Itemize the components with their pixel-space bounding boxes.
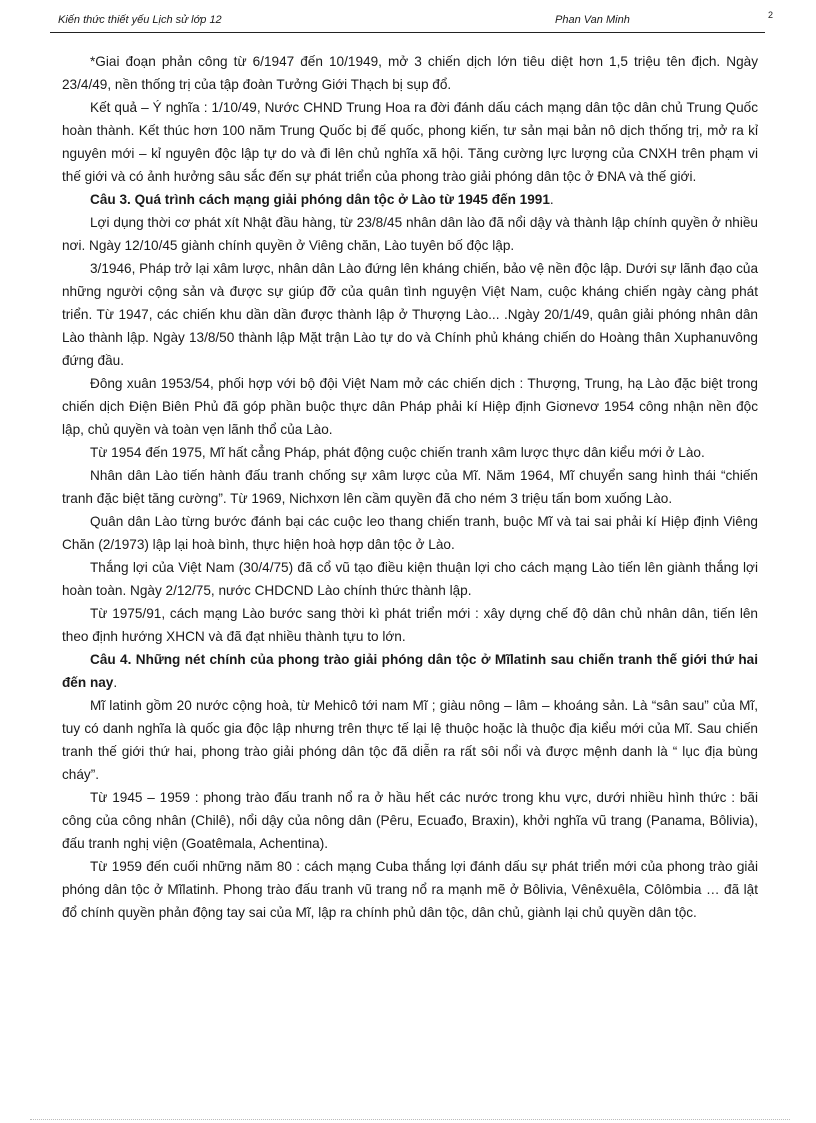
footer-divider: [30, 1119, 790, 1120]
paragraph: Đông xuân 1953/54, phối hợp với bộ đội Việt Nam mở các chiến dịch : Thượng, Trung, hạ Lào đặc biệt trong chiến dịch Điện Biên Phủ đã góp phần buộc thực dân Pháp phải kí Hiệp định Giơnevơ 1954 công nhận nền độc lập, chủ quyền và toàn vẹn lãnh thổ của Lào.: [62, 376, 758, 437]
section-heading: [62, 648, 758, 694]
page-header: [50, 10, 773, 33]
paragraph: Nhân dân Lào tiến hành đấu tranh chống sự xâm lược của Mĩ. Năm 1964, Mĩ chuyển sang hình thái “chiến tranh đặc biệt tăng cường”. Từ 1969, Nichxơn lên cầm quyền đã cho ném 3 triệu tấn bom xuống Lào.: [62, 468, 758, 506]
heading-text: Câu 4. Những nét chính của phong trào giải phóng dân tộc ở Mĩlatinh sau chiến tranh thế giới thứ hai đến nay: [62, 652, 758, 690]
header-author: Phan Van Minh: [555, 14, 630, 26]
paragraph: Kết quả – Ý nghĩa : 1/10/49, Nước CHND Trung Hoa ra đời đánh dấu cách mạng dân tộc dân chủ Trung Quốc hoàn thành. Kết thúc hơn 100 năm Trung Quốc bị đế quốc, phong kiến, tư sản mại bản nô dịch thống trị, mở ra kỉ nguyên mới – kỉ nguyên độc lập tự do và đi lên chủ nghĩa xã hội. Tăng cường lực lượng của CNXH trên phạm vi thế giới và có ảnh hưởng sâu sắc đến sự phát triển của phong trào giải phóng dân tộc ở ĐNA và thế giới.: [62, 100, 758, 184]
paragraph: Quân dân Lào từng bước đánh bại các cuộc leo thang chiến tranh, buộc Mĩ và tai sai phải kí Hiệp định Viêng Chăn (2/1973) lập lại hoà bình, thực hiện hoà hợp dân tộc ở Lào.: [62, 514, 758, 552]
heading-text: Câu 3. Quá trình cách mạng giải phóng dân tộc ở Lào từ 1945 đến 1991: [90, 192, 550, 207]
heading-tail: .: [549, 192, 554, 207]
paragraph: Từ 1945 – 1959 : phong trào đấu tranh nổ ra ở hầu hết các nước trong khu vực, dưới nhiều hình thức : bãi công của công nhân (Chilê), nổi dậy của nông dân (Pêru, Ecuađo, Braxin), khởi nghĩa vũ trang (Panama, Bôlivia), đấu tranh nghị viện (Goatêmala, Achentina).: [62, 790, 758, 851]
paragraph: Thắng lợi của Việt Nam (30/4/75) đã cổ vũ tạo điều kiện thuận lợi cho cách mạng Lào tiến lên giành thắng lợi hoàn toàn. Ngày 2/12/75, nước CHDCND Lào chính thức thành lập.: [62, 560, 758, 598]
paragraph: *Giai đoạn phản công từ 6/1947 đến 10/1949, mở 3 chiến dịch lớn tiêu diệt hơn 1,5 triệu tên địch. Ngày 23/4/49, nền thống trị của tập đoàn Tưởng Giới Thạch bị sụp đổ.: [62, 54, 758, 92]
heading-tail: .: [113, 675, 118, 690]
document-body: [62, 50, 758, 924]
paragraph: 3/1946, Pháp trở lại xâm lược, nhân dân Lào đứng lên kháng chiến, bảo vệ nền độc lập. Dưới sự lãnh đạo của những người cộng sản và được sự giúp đỡ của quân tình nguyện Việt Nam, cuộc kháng chiến ngày càng phát triển. Từ 1947, các chiến khu dần dần được thành lập ở Thượng Lào... .Ngày 20/1/49, quân giải phóng nhân dân Lào thành lập. Ngày 13/8/50 thành lập Mặt trận Lào tự do và Chính phủ kháng chiến do Hoàng thân Xuphanuvông đứng đầu.: [62, 261, 758, 368]
page-number: 2: [767, 10, 773, 20]
paragraph: Từ 1975/91, cách mạng Lào bước sang thời kì phát triển mới : xây dựng chế độ dân chủ nhân dân, tiến lên theo định hướng XHCN và đã đạt nhiều thành tựu to lớn.: [62, 606, 758, 644]
section-heading: [62, 188, 758, 211]
header-title: Kiến thức thiết yếu Lịch sử lớp 12: [58, 14, 222, 26]
paragraph: Từ 1954 đến 1975, Mĩ hất cẳng Pháp, phát động cuộc chiến tranh xâm lược thực dân kiểu mới ở Lào.: [90, 445, 705, 460]
paragraph: Lợi dụng thời cơ phát xít Nhật đầu hàng, từ 23/8/45 nhân dân lào đã nổi dậy và thành lập chính quyền ở nhiều nơi. Ngày 12/10/45 giành chính quyền ở Viêng chăn, Lào tuyên bố độc lập.: [62, 215, 758, 253]
paragraph: Mĩ latinh gồm 20 nước cộng hoà, từ Mehicô tới nam Mĩ ; giàu nông – lâm – khoáng sản. Là “sân sau” của Mĩ, tuy có danh nghĩa là quốc gia độc lập nhưng trên thực tế lại lệ thuộc hoặc là thuộc địa kiểu mới của Mĩ. Sau chiến tranh thế giới thứ hai, phong trào giải phóng dân tộc đã diễn ra rất sôi nổi và được mệnh danh là “ lục địa bùng cháy”.: [62, 698, 758, 782]
paragraph: Từ 1959 đến cuối những năm 80 : cách mạng Cuba thắng lợi đánh dấu sự phát triển mới của phong trào giải phóng dân tộc ở Mĩlatinh. Phong trào đấu tranh vũ trang nổ ra mạnh mẽ ở Bôlivia, Vênêxuêla, Côlômbia … đã lật đổ chính quyền phản động tay sai của Mĩ, lập ra chính phủ dân tộc, dân chủ, giành lại chủ quyền dân tộc.: [62, 859, 758, 920]
